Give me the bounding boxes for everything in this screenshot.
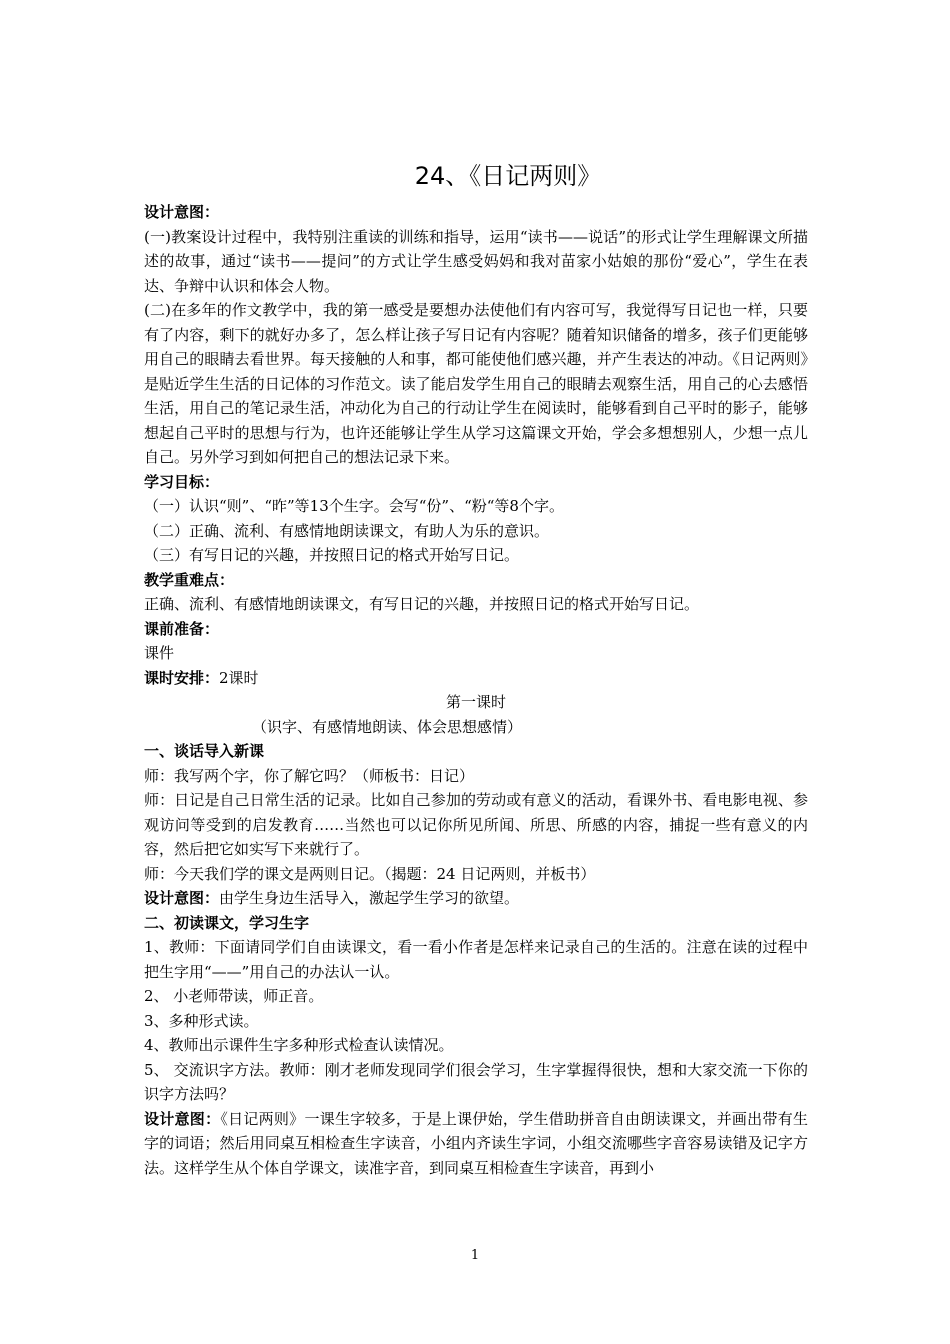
lesson1-title: 第一课时 — [445, 693, 506, 711]
document-page — [144, 158, 808, 1180]
section2-line: 5、 交流识字方法。教师：刚才老师发现同学们很会学习，生字掌握得很快，想和大家交流一下你的识字方法吗？ — [144, 1060, 808, 1103]
schedule-label: 课时安排： — [144, 668, 220, 687]
section2-line: 3、多种形式读。 — [144, 1011, 259, 1030]
section2-line: 1、教师：下面请同学们自由读课文，看一看小作者是怎样来记录自己的生活的。注意在读的过程中把生字用“——”用自己的办法认一认。 — [144, 938, 808, 981]
key-points-text: 正确、流利、有感情地朗读课文，有写日记的兴趣，并按照日记的格式开始写日记。 — [144, 595, 700, 613]
schedule-value: 2课时 — [219, 668, 259, 687]
preparation-text: 课件 — [144, 644, 175, 662]
design-intent-paragraph-1: (一)教案设计过程中，我特别注重读的训练和指导，运用“读书——说话”的形式让学生理解课文所描述的故事，通过“读书——提问”的方式让学生感受妈妈和我对苗家小姑娘的那份“爱心”，学生在表达、争辩中认识和体会人物。 — [144, 227, 808, 295]
section1-line: 师：日记是自己日常生活的记录。比如自己参加的劳动或有意义的活动，看课外书、看电影电视、参观访问等受到的启发教育……当然也可以记你所见所闻、所思、所感的内容，捕捉一些有意义的内容，然后把它如实写下来就行了。 — [144, 791, 808, 858]
document-title: 24、《日记两则》 — [414, 162, 602, 190]
preparation-heading: 课前准备： — [144, 619, 220, 638]
section2-intent-label: 设计意图： — [144, 1109, 221, 1128]
section2-line: 2、 小老师带读，师正音。 — [144, 987, 324, 1005]
design-intent-heading: 设计意图： — [144, 203, 220, 221]
section1-line: 师：我写两个字，你了解它吗？（师板书：日记） — [144, 766, 475, 785]
goal-item: （二）正确、流利、有感情地朗读课文，有助人为乐的意识。 — [144, 521, 550, 540]
section2-line: 4、教师出示课件生字多种形式检查认读情况。 — [144, 1036, 454, 1054]
page-number: 1 — [470, 1248, 480, 1263]
section1-intent-text: 由学生身边生活导入，激起学生学习的欲望。 — [219, 889, 520, 907]
section2-heading: 二、初读课文，学习生字 — [144, 913, 310, 932]
design-intent-paragraph-2: (二)在多年的作文教学中，我的第一感受是要想办法使他们有内容可写，我觉得写日记也一样，只要有了内容，剩下的就好办多了，怎么样让孩子写日记有内容呢？随着知识储备的增多，孩子们更能够用自己的眼睛去看世界。每天接触的人和事，都可能使他们感兴趣，并产生表达的冲动。《日记两则》是贴近学生生活的日记体的习作范文。读了能启发学生用自己的眼睛去观察生活，用自己的心去感悟生活，用自己的笔记录生活，冲动化为自己的行动让学生在阅读时，能够看到自己平时的影子，能够想起自己平时的思想与行为，也许还能够让学生从学习这篇课文开始，学会多想想别人，少想一点儿自己。另外学习到如何把自己的想法记录下来。 — [144, 301, 808, 466]
key-points-heading: 教学重难点： — [144, 570, 235, 589]
schedule-line — [144, 666, 808, 691]
section1-heading: 一、谈话导入新课 — [144, 742, 265, 760]
goals-heading: 学习目标： — [144, 472, 220, 491]
lesson1-subtitle: （识字、有感情地朗读、体会思想感情） — [252, 717, 523, 736]
section1-intent — [144, 886, 808, 911]
section1-intent-label: 设计意图： — [144, 889, 220, 907]
goal-item: （三）有写日记的兴趣，并按照日记的格式开始写日记。 — [144, 546, 520, 564]
section1-line: 师：今天我们学的课文是两则日记。（揭题：24 日记两则，并板书） — [144, 864, 596, 883]
section2-intent — [144, 1107, 808, 1181]
section2-intent-text: 《日记两则》一课生字较多，于是上课伊始，学生借助拼音自由朗读课文，并画出带有生字的词语；然后用同桌互相检查生字读音，小组内齐读生字词，小组交流哪些字音容易读错及记字方法。这样学生从个体自学课文，读准字音，到同桌互相检查生字读音，再到小 — [144, 1109, 808, 1177]
goal-item: （一）认识“则”、“昨”等13个生字。会写“份”、“粉“等8个字。 — [144, 497, 564, 515]
